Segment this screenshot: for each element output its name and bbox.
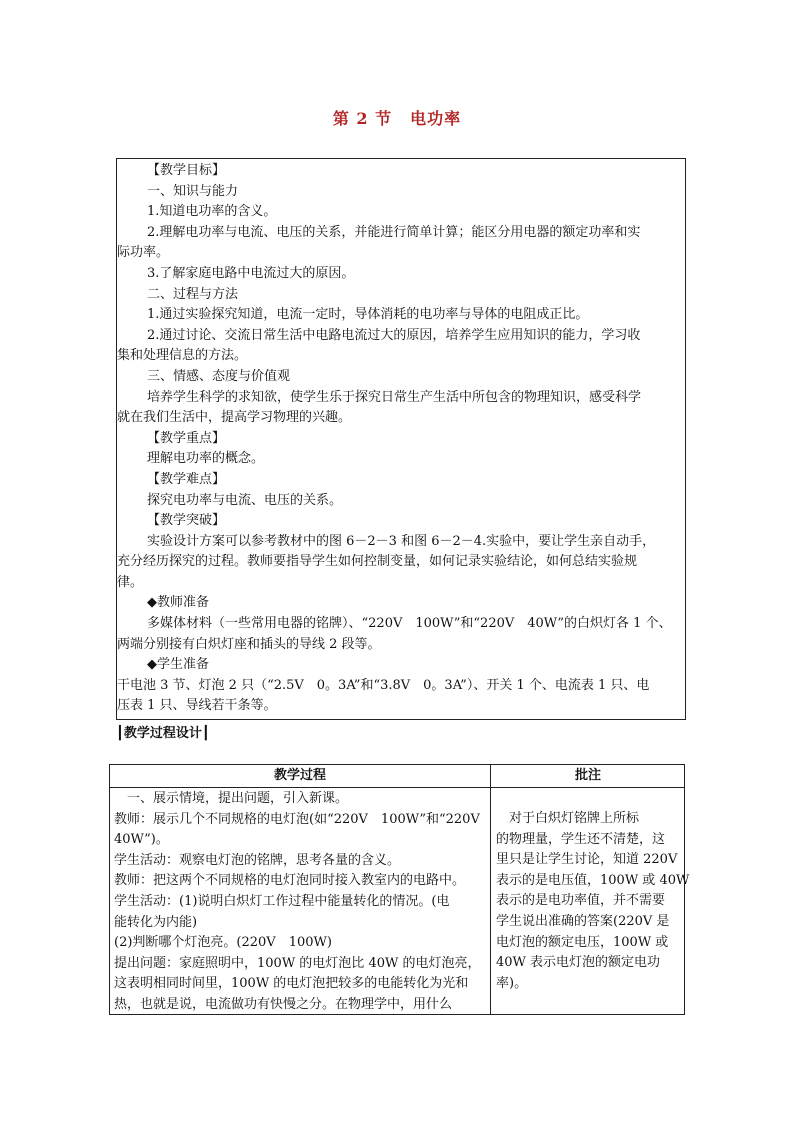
objective-line: 实验设计方案可以参考教材中的图 6－2－3 和图 6－2－4.实验中，要让学生亲自动手， <box>147 533 656 549</box>
objective-line: 压表 1 只、导线若干条等。 <box>117 698 277 714</box>
process-line: 一、展示情境，提出问题，引入新课。 <box>114 791 349 806</box>
objective-line: 际功率。 <box>117 245 170 261</box>
objective-line: 【教学难点】 <box>147 471 226 487</box>
objective-line: 1.通过实验探究知道，电流一定时，导体消耗的电功率与导体的电阻成正比。 <box>147 307 589 323</box>
objective-line: 就在我们生活中，提高学习物理的兴趣。 <box>117 410 352 426</box>
objective-line: 三、情感、态度与价值观 <box>147 368 291 384</box>
objective-line: 充分经历探究的过程。教师要指导学生如何控制变量，如何记录实验结论，如何总结实验规 <box>117 554 638 570</box>
process-line: 热，也就是说，电流做功有快慢之分。在物理学中，用什么 <box>114 996 453 1012</box>
objective-line: 理解电功率的概念。 <box>147 451 265 467</box>
objective-line: 【教学目标】 <box>147 163 226 178</box>
objective-line: 一、知识与能力 <box>147 183 239 199</box>
annotation-line: 的物理量，学生还不清楚，这 <box>496 831 666 847</box>
section-number: 第 2 节 <box>332 109 393 128</box>
annotation-line: 率)。 <box>496 975 528 991</box>
annotation-line: 电灯泡的额定电压，100W 或 <box>496 934 669 950</box>
objective-line: 干电池 3 节、灯泡 2 只（“2.5V 0。3A”和“3.8V 0。3A”）、开关 1 个、电流表 1 只、电 <box>117 677 650 693</box>
objective-line: 2.通过讨论、交流日常生活中电路电流过大的原因，培养学生应用知识的能力，学习收 <box>147 327 641 343</box>
column-divider <box>490 765 491 1014</box>
objective-line: 律。 <box>117 574 144 590</box>
header-teaching-process: 教学过程 <box>273 768 326 783</box>
objective-line: 1.知道电功率的含义。 <box>147 204 277 220</box>
annotation-line: 40W 表示电灯泡的额定电功 <box>496 955 661 971</box>
annotation-line: 学生说出准确的答案(220V 是 <box>496 913 670 929</box>
process-line: 教师：展示几个不同规格的电灯泡(如“220V 100W”和“220V <box>114 811 480 827</box>
objective-line: ◆教师准备 <box>147 595 209 611</box>
objective-line: 两端分别接有白炽灯座和插头的导线 2 段等。 <box>117 636 381 652</box>
page-title <box>0 106 794 129</box>
process-design-label: ┃教学过程设计┃ <box>116 726 210 741</box>
process-line: 提出问题：家庭照明中，100W 的电灯泡比 40W 的电灯泡亮， <box>114 955 481 971</box>
process-line: 这表明相同时间里，100W 的电灯泡把较多的电能转化为光和 <box>114 976 469 992</box>
process-line: (2)判断哪个灯泡亮。(220V 100W) <box>114 935 332 951</box>
header-divider <box>110 787 684 788</box>
header-annotation: 批注 <box>574 768 601 783</box>
annotation-line: 对于白炽灯铭牌上所标 <box>496 811 640 826</box>
annotation-line: 表示的是电压值，100W 或 40W <box>496 872 690 888</box>
teaching-process-table <box>109 764 690 1015</box>
annotation-line: 表示的是电功率值，并不需要 <box>496 893 666 909</box>
objective-line: 多媒体材料（一些常用电器的铭牌）、“220V 100W”和“220V 40W”的白炽灯各 1 个、 <box>147 616 672 632</box>
objective-line: 探究电功率与电流、电压的关系。 <box>147 492 343 508</box>
objective-line: 集和处理信息的方法。 <box>117 348 248 364</box>
objective-line: 【教学突破】 <box>147 513 226 529</box>
process-line: 40W”)。 <box>114 832 169 848</box>
annotation-line: 里只是让学生讨论，知道 220V <box>496 852 678 868</box>
objective-line: ◆学生准备 <box>147 657 209 673</box>
process-line: 学生活动：(1)说明白炽灯工作过程中能量转化的情况。(电 <box>114 893 450 909</box>
teaching-objectives-box <box>116 158 686 720</box>
objective-line: 培养学生科学的求知欲，使学生乐于探究日常生产生活中所包含的物理知识，感受科学 <box>147 389 642 405</box>
process-content-column <box>114 789 488 1016</box>
objective-line: 二、过程与方法 <box>147 286 239 302</box>
objective-line: 【教学重点】 <box>147 430 226 446</box>
objective-line: 2.理解电功率与电流、电压的关系，并能进行简单计算；能区分用电器的额定功率和实 <box>147 224 641 240</box>
section-name: 电功率 <box>410 109 462 128</box>
objectives-content <box>117 161 685 717</box>
annotation-content-column <box>496 809 690 994</box>
process-line: 能转化为内能) <box>114 914 198 930</box>
process-line: 学生活动：观察电灯泡的铭牌，思考各量的含义。 <box>114 852 401 868</box>
process-line: 教师：把这两个不同规格的电灯泡同时接入教室内的电路中。 <box>114 873 466 889</box>
objective-line: 3.了解家庭电路中电流过大的原因。 <box>147 265 355 281</box>
